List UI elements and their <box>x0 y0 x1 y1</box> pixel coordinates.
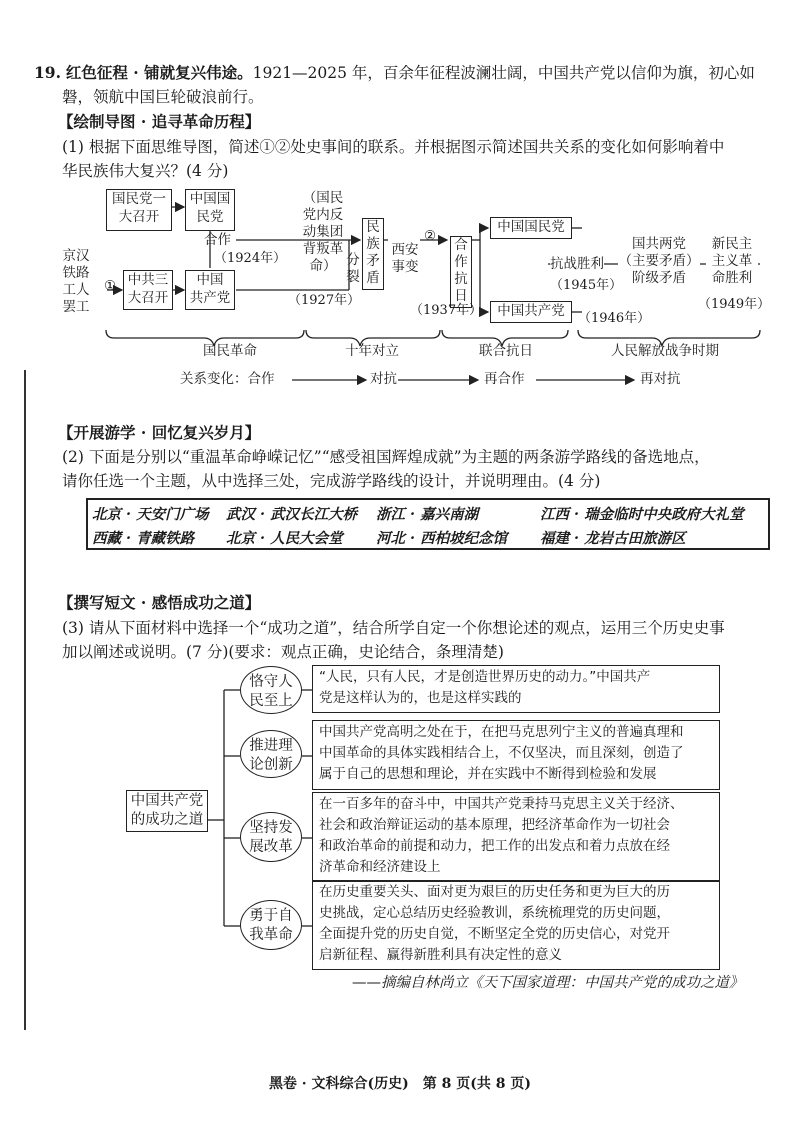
site-great-hall: 北京 · 人民大会堂 <box>226 530 343 547</box>
label-victory-resist: 抗战胜利 <box>550 256 604 272</box>
part2-prompt-line1: (2) 下面是分别以“重温革命峥嵘记忆”“感受祖国辉煌成就”为主题的两条游学路线的备选地点， <box>62 448 710 466</box>
quote-self-revolution: 在历史重要关头、面对更为艰巨的历史任务和更为巨大的历 史挑战，定心总结历史经验教训，系统梳理党的历史问题， 全面提升党的历史自觉，不断坚定全党的历史信心，对党开 启新征程、赢得新胜利具有决定性的意义 <box>312 880 720 970</box>
section3-title: 【撰写短文 · 感悟成功之道】 <box>58 593 261 612</box>
label-new-democratic-revolution: 新民主 主义革 命胜利 <box>706 236 758 287</box>
box-ccp-third-congress: 中共三 大召开 <box>123 270 173 310</box>
source-citation: ——摘编自林尚立《天下国家道理：中国共产党的成功之道》 <box>352 975 744 991</box>
site-xibaipo: 河北 · 西柏坡纪念馆 <box>376 530 508 547</box>
relation-step-recooperation: 再合作 <box>484 371 525 387</box>
label-xian-incident: 西安 事变 <box>391 242 419 275</box>
label-year-1949: （1949年） <box>698 297 771 312</box>
period-ten-year-opposition: 十年对立 <box>345 343 399 359</box>
relation-step-reopposition: 再对抗 <box>640 371 681 387</box>
quote-development-reform: 在一百多年的奋斗中，中国共产党秉持马克思主义关于经济、 社会和政治辩证运动的基本原理，把经济革命作为一切社会 和政治革命的前提和动力，把工作的出发点和着力点放在经 济革命和经济建设上 <box>312 792 720 882</box>
branch-self-revolution: 勇于自 我革命 <box>240 900 302 950</box>
site-wuhan-bridge: 武汉 · 武汉长江大桥 <box>226 506 358 523</box>
label-two-parties: 国共两党 （主要矛盾） 阶级矛盾 <box>618 236 700 286</box>
branch-people-first: 恪守人 民至上 <box>240 666 302 714</box>
site-gutian: 福建 · 龙岩古田旅游区 <box>540 530 686 547</box>
box-cooperate-resist: 合 作 抗 日 <box>450 236 472 308</box>
quote-theory-innovation: 中国共产党高明之处在于，在把马克思列宁主义的普遍真理和 中国革命的具体实践相结合上，不仅坚决，而且深刻，创造了 属于自己的思想和理论，并在实践中不断得到检验和发展 <box>312 720 720 790</box>
site-qinghai-tibet-railway: 西藏 · 青藏铁路 <box>92 530 195 547</box>
part1-prompt-line2: 华民族伟大复兴？(4 分) <box>62 162 229 180</box>
label-kmt-betrayal: （国民 党内反 动集团 背叛革 命） <box>302 190 344 274</box>
box-ccp: 中国 共产党 <box>185 270 235 310</box>
label-year-1924: （1924年） <box>214 251 287 266</box>
question-title: 红色征程 · 铺就复兴伟途。 <box>65 63 253 82</box>
period-liberation-war: 人民解放战争时期 <box>611 343 719 359</box>
relation-label: 关系变化：合作 <box>180 371 275 387</box>
page-footer: 黑卷 · 文科综合(历史) 第 8 页(共 8 页) <box>268 1076 532 1092</box>
part2-prompt-line2: 请你任选一个主题，从中选择三处，完成游学路线的设计，并说明理由。(4 分) <box>62 472 601 490</box>
part3-prompt-line1: (3) 请从下面材料中选择一个“成功之道”，结合所学自定一个你想论述的观点，运用三个历史史事 <box>62 619 725 637</box>
label-year-1946: （1946年） <box>578 311 651 326</box>
label-year-1945: （1945年） <box>550 278 623 293</box>
tree-root-box: 中国共产党 的成功之道 <box>126 790 208 832</box>
marker-1: ① <box>104 278 117 294</box>
box-kmt-first-congress: 国民党一 大召开 <box>106 189 172 231</box>
branch-development-reform: 坚持发 展改革 <box>240 812 302 862</box>
section2-title: 【开展游学 · 回忆复兴岁月】 <box>58 423 261 442</box>
question-number: 19. <box>34 63 61 82</box>
section1-title: 【绘制导图 · 追寻革命历程】 <box>58 112 261 131</box>
relation-step-opposition: 对抗 <box>370 371 397 387</box>
branch-theory-innovation: 推进理 论创新 <box>240 730 302 778</box>
box-national-contradiction: 民 族 矛 盾 <box>362 218 384 290</box>
period-joint-resistance: 联合抗日 <box>479 343 533 359</box>
quote-people-first: “人民，只有人民，才是创造世界历史的动力。”中国共产 党是这样认为的，也是这样实践的 <box>312 665 720 713</box>
box-ccp-right: 中国共产党 <box>490 301 572 323</box>
part1-prompt-line1: (1) 根据下面思维导图，简述①②处史事间的联系。并根据图示简述国共关系的变化如何影响着中 <box>62 138 725 156</box>
part3-prompt-line2: 加以阐述或说明。(7 分)(要求：观点正确，史论结合，条理清楚) <box>62 643 504 661</box>
question-intro-line2: 磐，领航中国巨轮破浪前行。 <box>62 88 264 106</box>
marker-2: ② <box>424 228 437 244</box>
label-jinghan-strike: 京汉 铁路 工人 罢工 <box>62 248 90 315</box>
label-year-1937: （1937年） <box>410 303 483 318</box>
site-ruijin-hall: 江西 · 瑞金临时中央政府大礼堂 <box>540 506 744 523</box>
label-split: 分 裂 <box>346 252 360 285</box>
period-national-revolution: 国民革命 <box>203 343 257 359</box>
label-cooperation: 合作 <box>204 232 231 248</box>
site-tiananmen: 北京 · 天安门广场 <box>92 506 209 523</box>
box-kmt-top: 中国国 民党 <box>185 189 235 231</box>
question-intro-text1: 1921—2025 年，百余年征程波澜壮阔，中国共产党以信仰为旗，初心如 <box>252 64 755 82</box>
label-year-1927: （1927年） <box>288 293 361 308</box>
site-jiaxing-nanhu: 浙江 · 嘉兴南湖 <box>376 506 479 523</box>
box-kmt-right: 中国国民党 <box>490 217 572 239</box>
